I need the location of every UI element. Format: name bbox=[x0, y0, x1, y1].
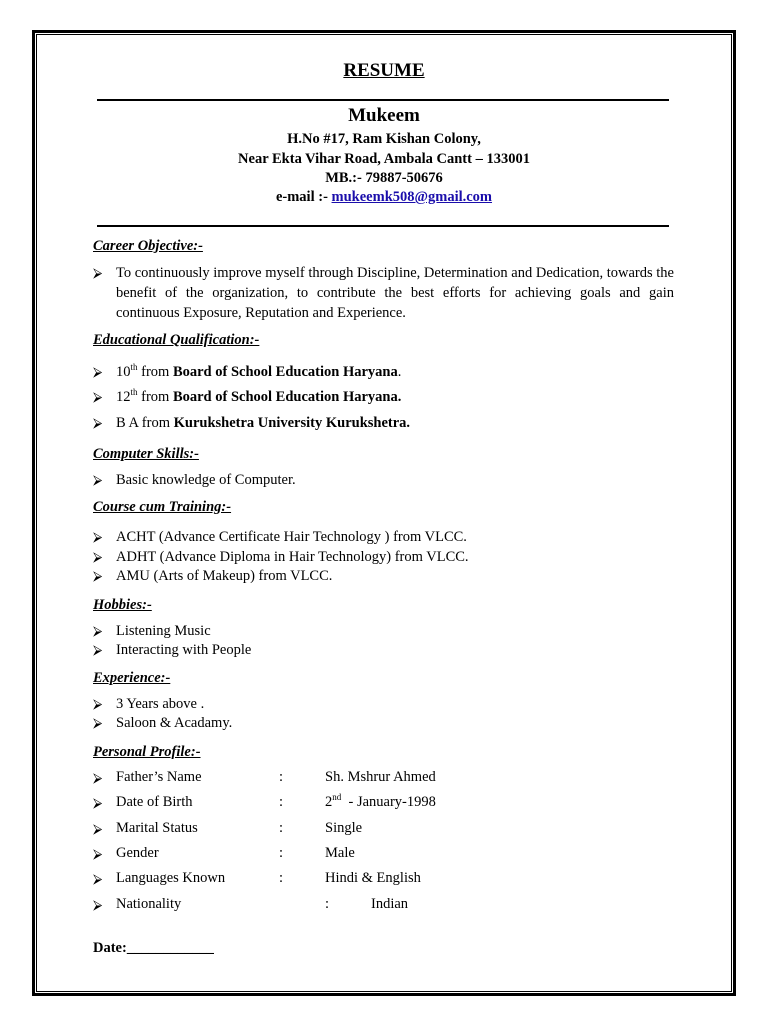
arrow-bullet-icon: ⮚ bbox=[93, 897, 103, 912]
course-item bbox=[93, 567, 332, 585]
education-item-text: 10th from Board of School Education Haryana. bbox=[116, 362, 402, 380]
arrow-bullet-icon: ⮚ bbox=[93, 696, 103, 711]
course-item-text: ACHT (Advance Certificate Hair Technology ) from VLCC. bbox=[116, 529, 467, 545]
personal-label: Nationality bbox=[116, 896, 182, 912]
experience-item bbox=[93, 714, 232, 732]
course-training-heading: Course cum Training:- bbox=[93, 499, 232, 515]
personal-label: Gender bbox=[116, 845, 159, 861]
arrow-bullet-icon: ⮚ bbox=[93, 623, 103, 638]
career-objective-heading: Career Objective:- bbox=[93, 238, 203, 254]
personal-value: Male bbox=[325, 845, 355, 861]
resume-title: RESUME bbox=[343, 60, 425, 81]
hobby-item-text: Interacting with People bbox=[116, 642, 252, 658]
arrow-bullet-icon: ⮚ bbox=[93, 549, 103, 564]
email-line bbox=[0, 189, 768, 206]
experience-heading: Experience:- bbox=[93, 670, 171, 686]
education-item bbox=[93, 363, 401, 381]
personal-row bbox=[93, 845, 116, 863]
personal-label: Marital Status bbox=[116, 820, 198, 836]
personal-label: Father’s Name bbox=[116, 769, 202, 785]
career-objective-bullet bbox=[93, 264, 116, 282]
email-label: e-mail :- bbox=[275, 189, 332, 205]
arrow-bullet-icon: ⮚ bbox=[93, 568, 103, 583]
personal-value: Hindi & English bbox=[325, 870, 421, 886]
hobby-item bbox=[93, 622, 211, 640]
personal-label: Languages Known bbox=[116, 870, 226, 886]
personal-colon: : bbox=[279, 769, 284, 785]
personal-colon: : bbox=[325, 896, 330, 912]
personal-colon: : bbox=[279, 794, 284, 810]
hobbies-heading: Hobbies:- bbox=[93, 597, 152, 613]
personal-row bbox=[93, 870, 116, 888]
arrow-bullet-icon: ⮚ bbox=[93, 715, 103, 730]
education-item bbox=[93, 388, 401, 406]
computer-skill-item bbox=[93, 471, 296, 489]
education-heading: Educational Qualification:- bbox=[93, 332, 260, 348]
header-divider-bottom bbox=[97, 225, 669, 227]
experience-item-text: Saloon & Acadamy. bbox=[116, 715, 233, 731]
email-link[interactable]: mukeemk508@gmail.com bbox=[331, 189, 493, 205]
personal-row bbox=[93, 820, 116, 838]
arrow-bullet-icon: ⮚ bbox=[93, 871, 103, 886]
address-line-1: H.No #17, Ram Kishan Colony, bbox=[287, 131, 481, 147]
career-objective-text: To continuously improve myself through Discipline, Determination and Dedication, towards the benefit of the organization, to contribute the best efforts for achieving goals and gain continuous Exposure, Reputation and Experience. bbox=[116, 265, 674, 321]
arrow-bullet-icon: ⮚ bbox=[93, 389, 103, 404]
arrow-bullet-icon: ⮚ bbox=[93, 770, 103, 785]
address-line-2: Near Ekta Vihar Road, Ambala Cantt – 133001 bbox=[238, 151, 530, 167]
course-item bbox=[93, 528, 467, 546]
course-item-text: ADHT (Advance Diploma in Hair Technology) from VLCC. bbox=[116, 549, 469, 565]
education-item-text: B A from Kurukshetra University Kurukshetra. bbox=[116, 415, 411, 431]
personal-profile-heading: Personal Profile:- bbox=[93, 744, 201, 760]
arrow-bullet-icon: ⮚ bbox=[93, 821, 103, 836]
personal-value: 2nd - January-1998 bbox=[325, 792, 436, 810]
hobby-item-text: Listening Music bbox=[116, 623, 211, 639]
date-field: Date:____________ bbox=[93, 940, 214, 956]
hobby-item bbox=[93, 641, 251, 659]
course-item bbox=[93, 548, 469, 566]
personal-colon: : bbox=[279, 820, 284, 836]
experience-item bbox=[93, 695, 204, 713]
arrow-bullet-icon: ⮚ bbox=[93, 846, 103, 861]
personal-colon: : bbox=[279, 845, 284, 861]
personal-row bbox=[93, 769, 116, 787]
experience-item-text: 3 Years above . bbox=[116, 696, 205, 712]
arrow-bullet-icon: ⮚ bbox=[93, 415, 103, 430]
candidate-name: Mukeem bbox=[348, 105, 420, 126]
arrow-bullet-icon: ⮚ bbox=[93, 529, 103, 544]
mobile-number: MB.:- 79887-50676 bbox=[325, 170, 443, 186]
personal-row bbox=[93, 794, 116, 812]
course-item-text: AMU (Arts of Makeup) from VLCC. bbox=[116, 568, 333, 584]
education-item bbox=[93, 414, 410, 432]
education-item-text: 12th from Board of School Education Haryana. bbox=[116, 387, 402, 405]
arrow-bullet-icon: ⮚ bbox=[93, 265, 103, 280]
arrow-bullet-icon: ⮚ bbox=[93, 364, 103, 379]
personal-value: Single bbox=[325, 820, 363, 836]
personal-value: Indian bbox=[371, 896, 409, 912]
personal-label: Date of Birth bbox=[116, 794, 193, 810]
arrow-bullet-icon: ⮚ bbox=[93, 472, 103, 487]
computer-skill-item-text: Basic knowledge of Computer. bbox=[116, 472, 296, 488]
computer-skills-heading: Computer Skills:- bbox=[93, 446, 199, 462]
personal-row bbox=[93, 896, 116, 914]
arrow-bullet-icon: ⮚ bbox=[93, 642, 103, 657]
arrow-bullet-icon: ⮚ bbox=[93, 795, 103, 810]
header-divider-top bbox=[97, 99, 669, 101]
personal-colon: : bbox=[279, 870, 284, 886]
personal-value: Sh. Mshrur Ahmed bbox=[325, 769, 436, 785]
